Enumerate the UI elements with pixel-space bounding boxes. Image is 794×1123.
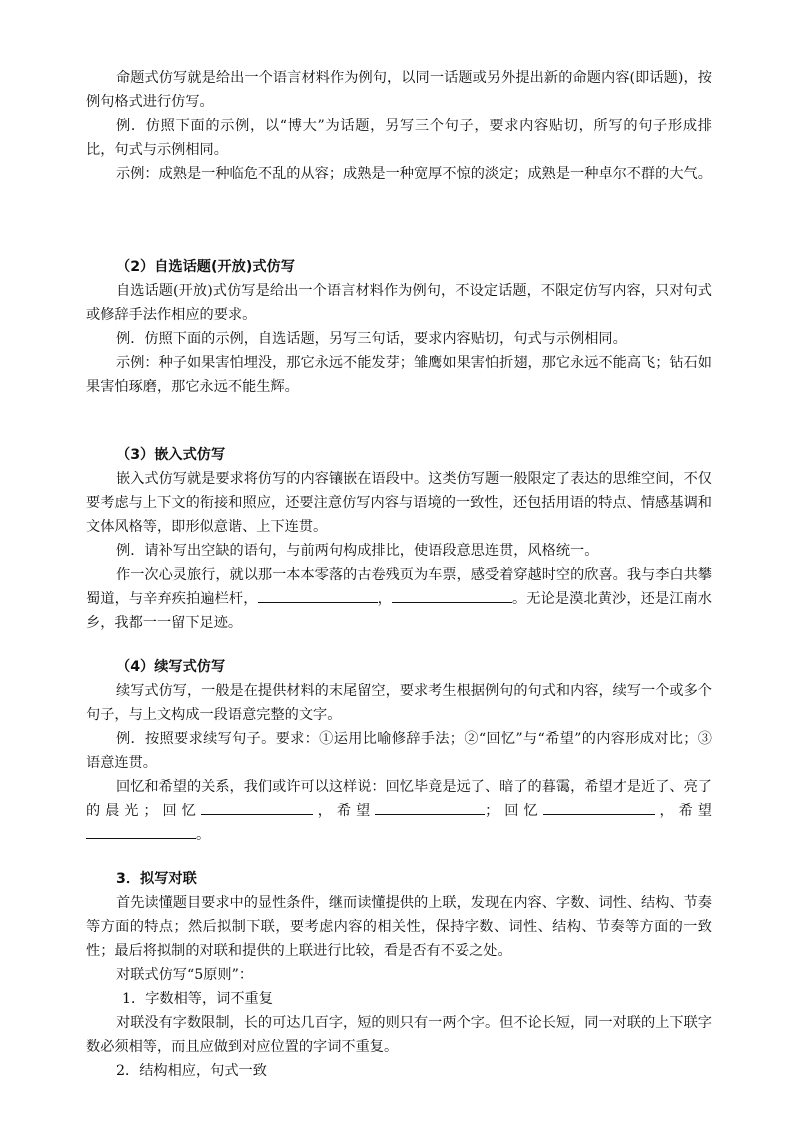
zixuan-definition: 自选话题(开放)式仿写是给出一个语言材料作为例句，不设定话题，不限定仿写内容，只对句式或修辞手法作相应的要求。 — [86, 283, 712, 323]
qianru-heading: （3）嵌入式仿写 — [116, 447, 226, 463]
nixie-rule-1: 1．字数相等，词不重复 — [122, 991, 273, 1007]
xuxie-definition: 续写式仿写，一般是在提供材料的末尾留空，要求考生根据例句的句式和内容，续写一个或多个句子，与上文构成一段语意完整的文字。 — [86, 683, 712, 723]
qianru-example-passage: 作一次心灵旅行，就以那一本本零落的古卷残页为车票，感受着穿越时空的欣喜。我与李白共攀蜀道，与辛弃疾拍遍栏杆， ， 。无论是漠北黄沙，还是江南水乡，我都一一留下足迹。 — [86, 567, 712, 631]
answer-blank[interactable] — [392, 587, 512, 603]
zixuan-example-question: 例．仿照下面的示例，自选话题，另写三句话，要求内容贴切，句式与示例相同。 — [116, 331, 627, 347]
mingti-example-sample: 示例：成熟是一种临危不乱的从容；成熟是一种宽厚不惊的淡定；成熟是一种卓尔不群的大气。 — [116, 166, 712, 182]
zixuan-heading: （2）自选话题(开放)式仿写 — [116, 259, 295, 275]
answer-blank[interactable] — [86, 823, 196, 839]
nixie-method: 首先读懂题目要求中的显性条件，继而读懂提供的上联，发现在内容、字数、词性、结构、节奏等方面的特点；然后拟制下联，要考虑内容的相关性，保持字数、词性、结构、节奏等方面的一致性；最后将拟制的对联和提供的上联进行比较，看是否有不妥之处。 — [86, 895, 712, 959]
xuxie-example-passage: 回忆和希望的关系，我们或许可以这样说：回忆毕竟是远了、暗了的暮霭，希望才是近了、亮了的晨光；回忆 ，希望 ；回忆 ，希望。 — [86, 779, 712, 843]
zixuan-example-sample: 示例：种子如果害怕埋没，那它永远不能发芽；雏鹰如果害怕折翅，那它永远不能高飞；钻石如果害怕琢磨，那它永远不能生辉。 — [86, 355, 712, 395]
answer-blank[interactable] — [201, 799, 313, 815]
xuxie-example-question: 例．按照要求续写句子。要求：①运用比喻修辞手法；②“回忆”与“希望”的内容形成对比；③语意连贯。 — [86, 731, 712, 771]
nixie-rule-1-detail: 对联没有字数限制，长的可达几百字，短的则只有一两个字。但不论长短，同一对联的上下联字数必须相等，而且应做到对应位置的字词不重复。 — [86, 1015, 712, 1055]
answer-blank[interactable] — [258, 587, 378, 603]
qianru-definition: 嵌入式仿写就是要求将仿写的内容镶嵌在语段中。这类仿写题一般限定了表达的思维空间，不仅要考虑与上下文的衔接和照应，还要注意仿写内容与语境的一致性，还包括用语的特点、情感基调和文体风格等，即形似意谐、上下连贯。 — [86, 471, 712, 535]
nixie-principles-intro: 对联式仿写“5原则”： — [116, 967, 254, 983]
nixie-rule-2: 2．结构相应，句式一致 — [116, 1063, 267, 1079]
qianru-example-question: 例．请补写出空缺的语句，与前两句构成排比，使语段意思连贯，风格统一。 — [116, 543, 599, 559]
mingti-example-question: 例．仿照下面的示例，以“博大”为话题，另写三个句子，要求内容贴切，所写的句子形成排比，句式与示例相同。 — [86, 118, 712, 158]
answer-blank[interactable] — [543, 799, 655, 815]
nixie-heading: 3．拟写对联 — [116, 871, 197, 887]
xuxie-heading: （4）续写式仿写 — [116, 659, 226, 675]
answer-blank[interactable] — [375, 799, 485, 815]
mingti-definition: 命题式仿写就是给出一个语言材料作为例句，以同一话题或另外提出新的命题内容(即话题)，按例句格式进行仿写。 — [86, 70, 712, 110]
